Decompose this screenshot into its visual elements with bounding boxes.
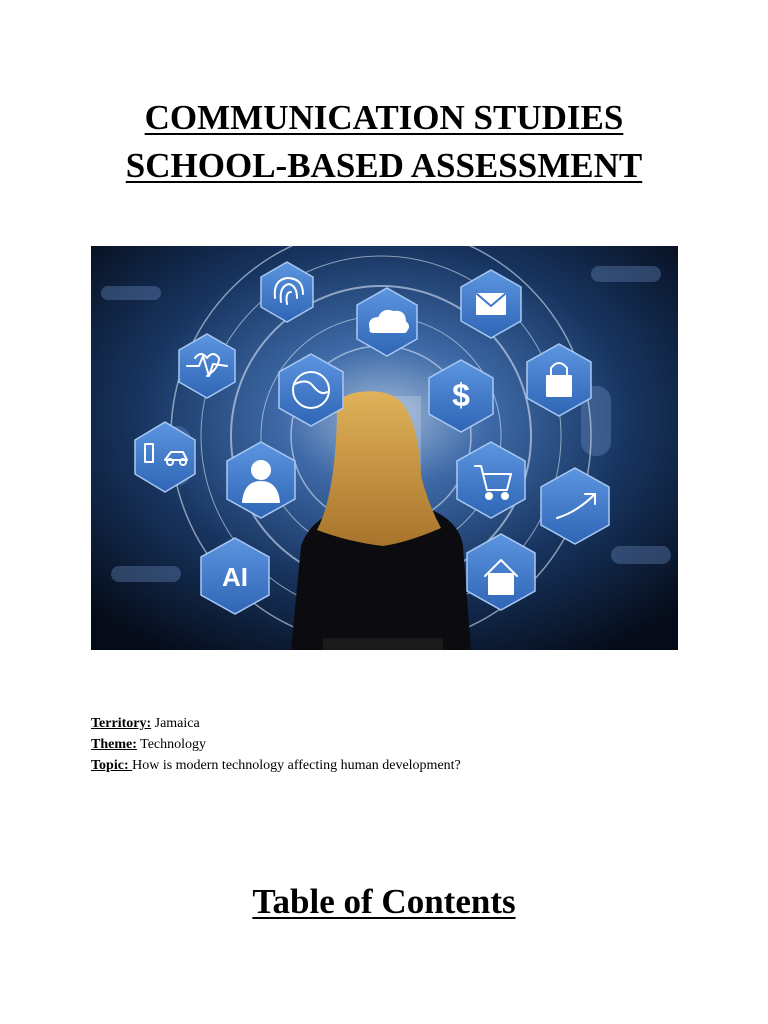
topic-label: Topic:	[91, 758, 133, 773]
theme-row	[91, 734, 461, 755]
ai-label: AI	[222, 562, 248, 592]
territory-label: Territory:	[91, 716, 152, 731]
topic-value: How is modern technology affecting human development?	[132, 758, 461, 773]
topic-row	[91, 755, 461, 776]
table-of-contents-heading: Table of Contents	[252, 882, 516, 921]
assessment-details	[91, 713, 461, 776]
territory-value: Jamaica	[151, 716, 200, 731]
title-line-1: COMMUNICATION STUDIES	[144, 98, 624, 137]
territory-row	[91, 713, 461, 734]
theme-value: Technology	[136, 737, 207, 752]
cover-image	[91, 246, 678, 650]
theme-label: Theme:	[91, 737, 137, 752]
dollar-label: $	[452, 377, 470, 413]
title-line-2: SCHOOL-BASED ASSESSMENT	[125, 146, 643, 185]
